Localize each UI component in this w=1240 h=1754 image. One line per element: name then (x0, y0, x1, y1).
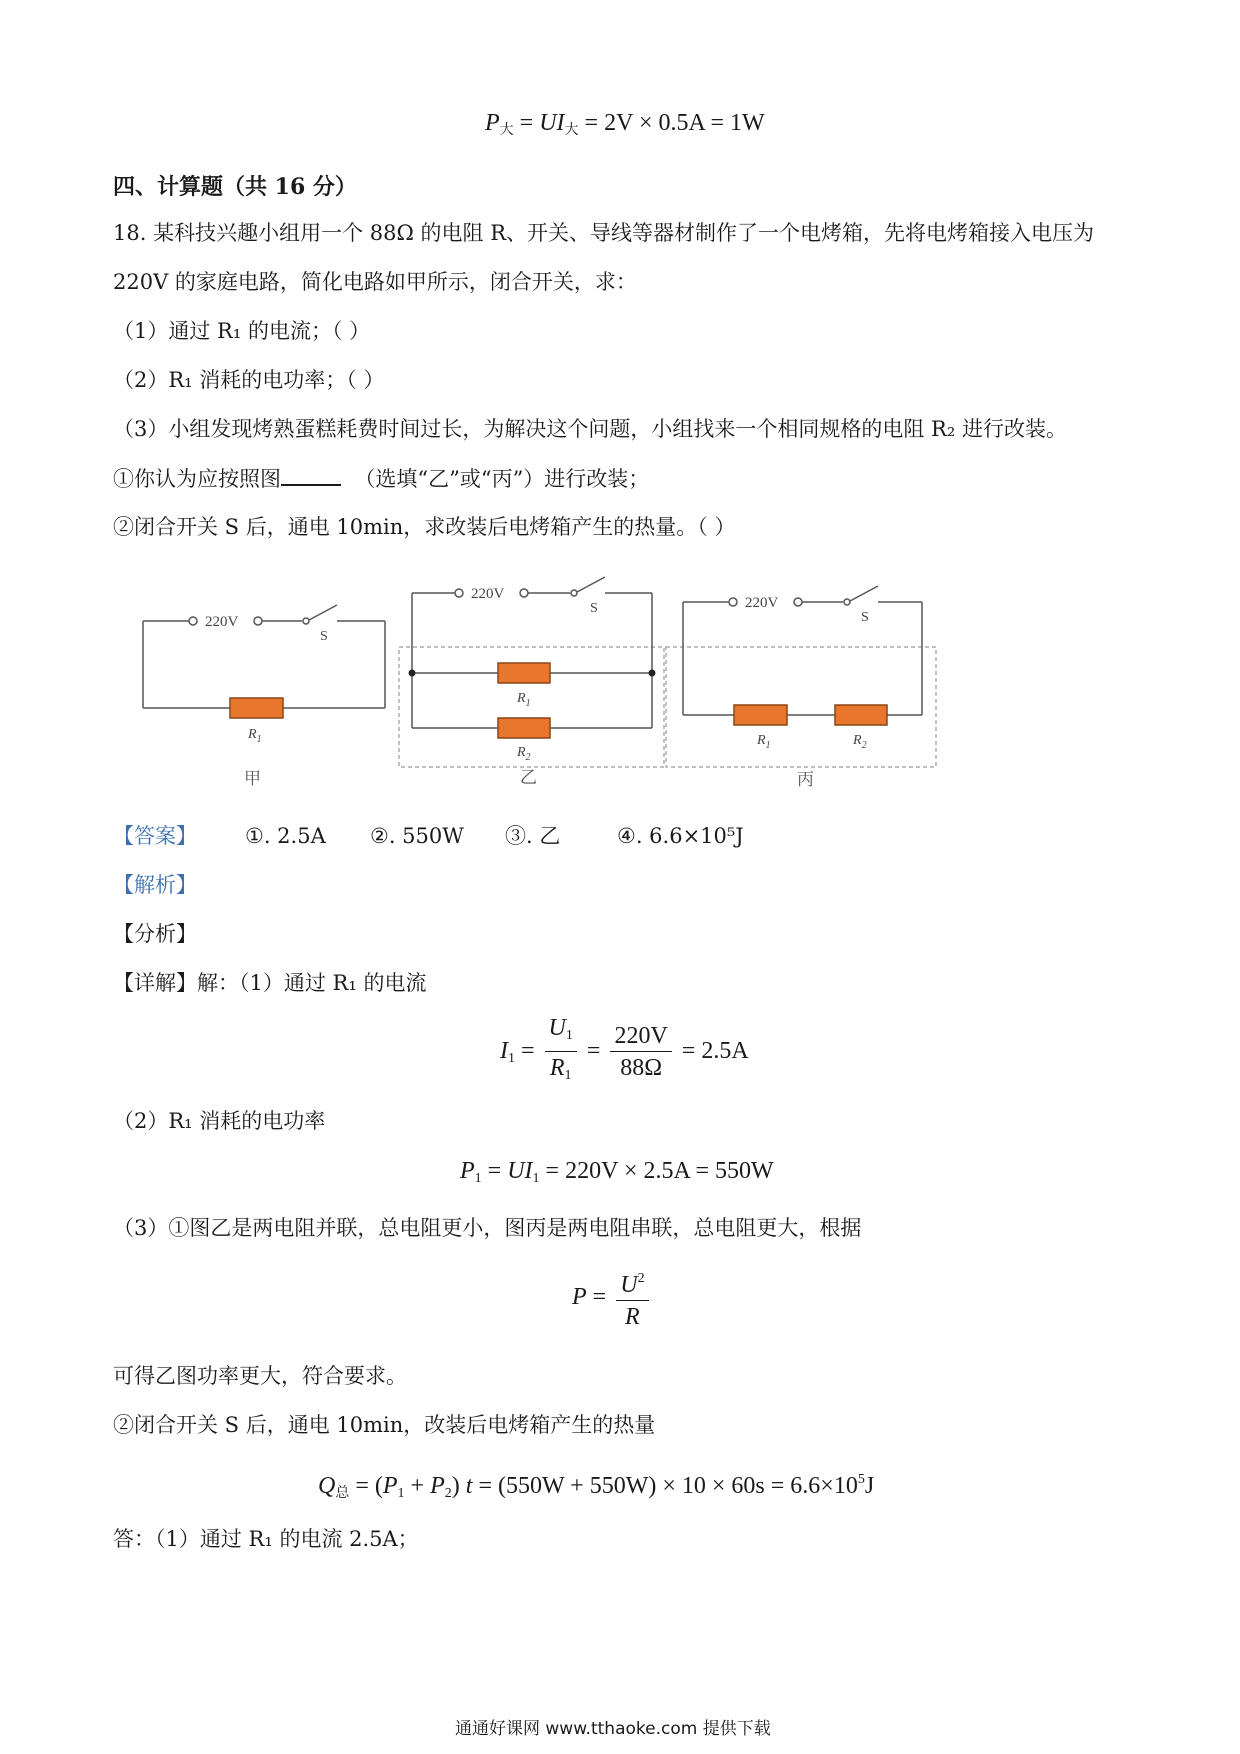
circuit-diagrams (0, 560, 1240, 800)
dashed-box-bing (666, 647, 936, 767)
question-1: （1）通过 R₁ 的电流；（ ） (113, 319, 371, 343)
resistor-label-bing-2: $R_2$ (853, 733, 867, 751)
resistor-r1-yi (498, 663, 550, 683)
answer-item-3: ③. 乙 (505, 824, 561, 848)
circuit-bing (683, 586, 922, 715)
formula-power: $P_1 = UI_1 = 220V \times 2.5A = 550W$ (460, 1158, 774, 1186)
answer-item-1: ①. 2.5A (245, 824, 326, 848)
circuit-yi (412, 577, 652, 728)
detail-line-3: （3）①图乙是两电阻并联，总电阻更小，图丙是两电阻串联，总电阻更大，根据 (113, 1216, 862, 1240)
resistor-label-yi-1: $R_1$ (517, 691, 531, 709)
formula-heat: $Q_总 = (P_1 + P_2) t = (550W + 550W) \times 10 \times 60s = 6.6\times 10^5J$ (318, 1472, 875, 1501)
caption-bing: 丙 (797, 770, 814, 789)
fenxi-label: 【分析】 (113, 922, 197, 946)
question-3b: ②闭合开关 S 后，通电 10min，求改装后电烤箱产生的热量。（ ） (113, 515, 736, 539)
question-3a-suffix: （选填“乙”或“丙”）进行改装； (354, 467, 650, 491)
answer-label: 【答案】 (113, 824, 197, 848)
detail-line-5: ②闭合开关 S 后，通电 10min，改装后电烤箱产生的热量 (113, 1413, 656, 1437)
fraction: $\frac{U^2}{R}$ (616, 1264, 648, 1333)
question-2: （2）R₁ 消耗的电功率；（ ） (113, 368, 385, 392)
switch-label-jia: S (320, 629, 328, 644)
resistor-label-yi-2: $R_2$ (517, 745, 531, 763)
problem-line-2: 220V 的家庭电路，简化电路如甲所示，闭合开关，求： (113, 270, 637, 294)
formula-power-ratio: P = $\frac{U^2}{R}$ (572, 1264, 653, 1333)
resistor-label-bing-1: $R_1$ (757, 733, 771, 751)
section-title: 四、计算题（共 16 分） (113, 174, 357, 200)
resistor-r1-bing (734, 705, 787, 725)
resistor-r1-jia (230, 698, 283, 718)
detail-line-1: 【详解】解：（1）通过 R₁ 的电流 (113, 971, 427, 995)
formula-subscript: 大 (499, 123, 514, 138)
question-3a (113, 464, 649, 493)
junction-dot (649, 670, 656, 677)
problem-line-1: 18. 某科技兴趣小组用一个 88Ω 的电阻 R、开关、导线等器材制作了一个电烤箱，先将电烤箱接入电压为 (113, 221, 1095, 245)
top-formula: $P_大 = UI_大 = 2V \times 0.5A = 1W$ (485, 110, 765, 138)
junction-dot (409, 670, 416, 677)
answer-item-2: ②. 550W (370, 824, 464, 848)
formula-rhs: = 2V × 0.5A = 1W (584, 110, 765, 136)
voltage-label-yi: 220V (471, 586, 505, 602)
resistor-r2-bing (835, 705, 887, 725)
footer-text: 通通好课网 www.tthaoke.com 提供下载 (455, 1719, 771, 1739)
question-3a-prefix: ①你认为应按照图 (113, 467, 281, 491)
voltage-label-bing: 220V (745, 595, 779, 611)
formula-subscript: 大 (564, 123, 579, 138)
switch-label-bing: S (861, 610, 869, 625)
answer-blank (281, 464, 341, 486)
formula-current: $I_1$ = $\frac{U_1}{R_1}$ = $\frac{220V}{88\Omega}$ = 2.5A (500, 1013, 749, 1092)
voltage-label-jia: 220V (205, 614, 239, 630)
resistor-r2-yi (498, 718, 550, 738)
fraction: $\frac{U_1}{R_1}$ (545, 1013, 577, 1092)
detail-line-6: 答：（1）通过 R₁ 的电流 2.5A； (113, 1527, 419, 1551)
circuit-jia (143, 605, 385, 708)
resistor-label-jia: $R_1$ (248, 727, 262, 745)
fraction: $\frac{220V}{88\Omega}$ (610, 1021, 671, 1084)
answer-item-4: ④. 6.6×10⁵J (617, 824, 744, 848)
switch-label-yi: S (590, 601, 598, 616)
caption-jia: 甲 (244, 769, 261, 788)
question-3: （3）小组发现烤熟蛋糕耗费时间过长，为解决这个问题，小组找来一个相同规格的电阻 R₂ 进行改装。 (113, 417, 1067, 441)
analysis-label: 【解析】 (113, 873, 197, 897)
caption-yi: 乙 (520, 768, 537, 787)
detail-line-4: 可得乙图功率更大，符合要求。 (113, 1364, 407, 1388)
detail-line-2: （2）R₁ 消耗的电功率 (113, 1109, 326, 1133)
